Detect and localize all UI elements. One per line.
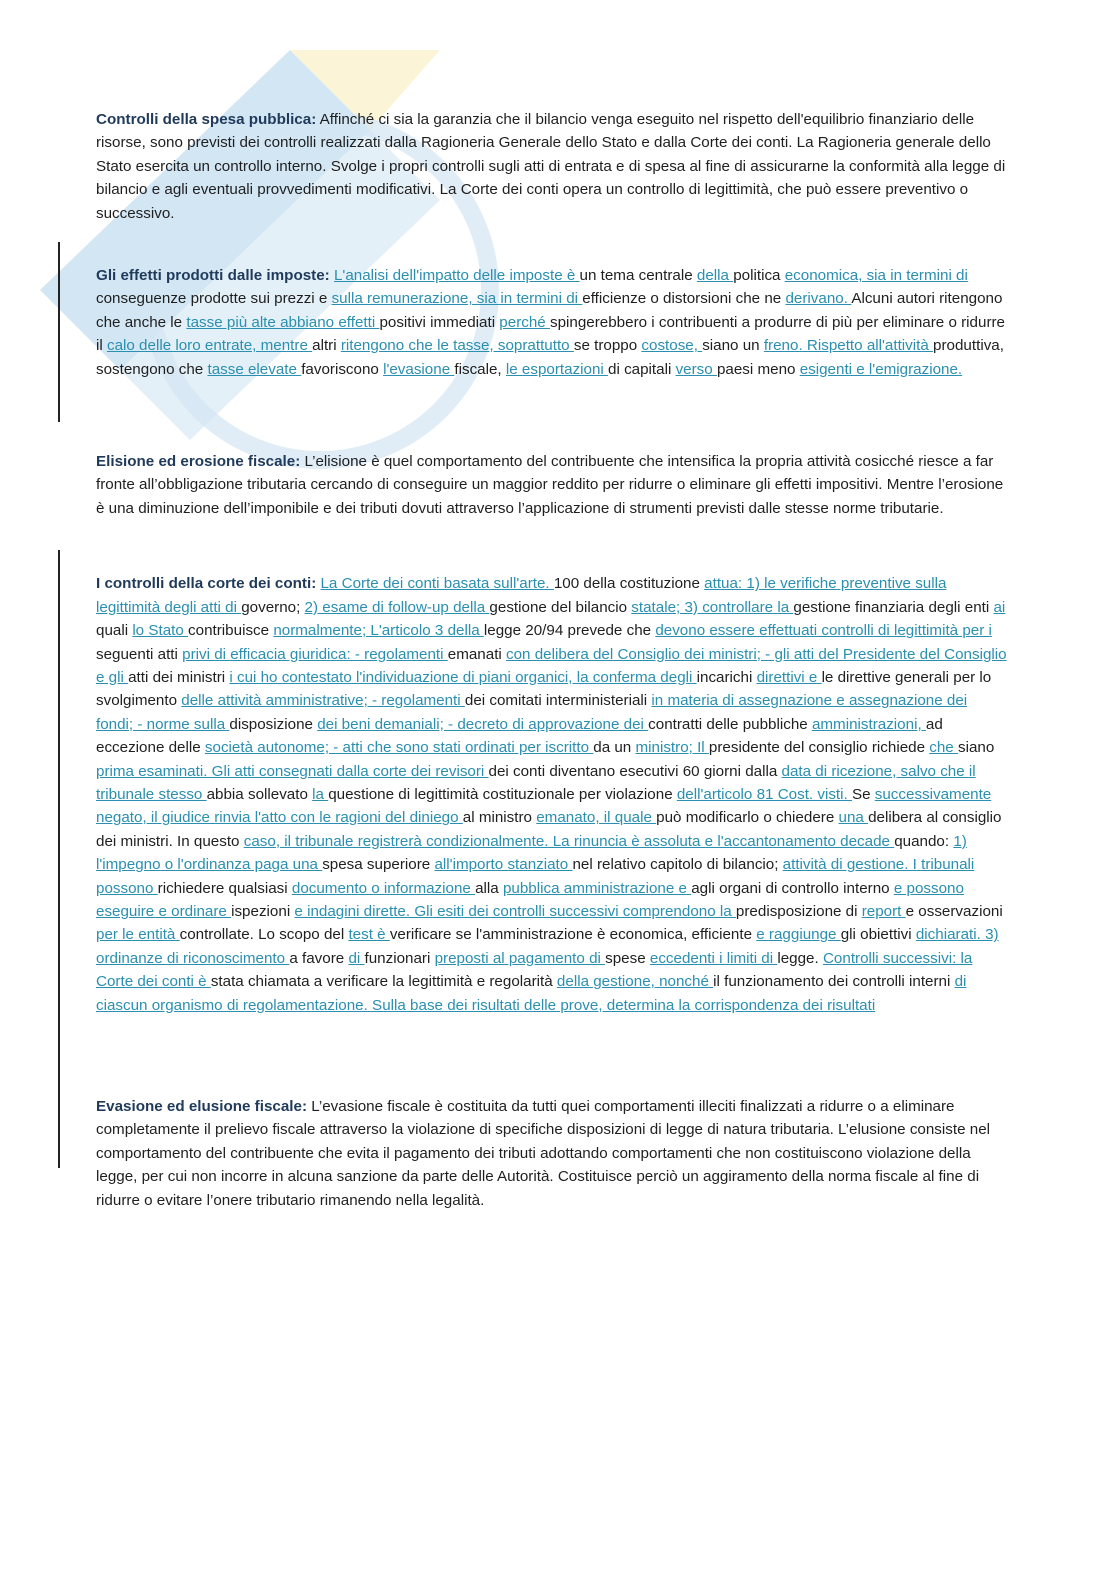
body-text: ad eccezione delle [96,715,943,757]
inline-link[interactable]: Controlli successivi: la Corte dei conti è [96,949,973,991]
inline-link[interactable]: calo delle loro entrate, mentre [106,337,313,355]
body-text: L’elisione è quel comportamento del contribuente che intensifica la propria attività cosicché riesce a far fronte all’obbligazione tributaria cercando di conseguire un maggior reddito per ridurre o eliminare gli effetti impositivi. Mentre l’erosione è una diminuzione dell’imponibile e dei tributi dovuti attraverso l’applicazione di strumenti previsti dalle stesse norme tributarie. [96,453,1004,517]
inline-link[interactable]: devono essere effettuati controlli di legittimità per i [655,622,992,640]
body-text: Affinché ci sia la garanzia che il bilancio venga eseguito nel rispetto dell'equilibrio finanziario delle risorse, sono previsti dei controlli realizzati dalla Ragioneria Generale dello Stato e dalla Corte dei conti. La Ragioneria generale dello Stato esercita un controllo interno. Svolge i propri controlli sugli atti di entrata e di spesa al fine di assicurarne la conformità alla legge di bilancio e agli eventuali provvedimenti modificativi. La Corte dei conti opera un controllo di legittimità, che può essere preventivo o successivo. [96,111,1006,222]
body-text: richiedere qualsiasi [157,879,292,897]
inline-link[interactable]: preposti al pagamento di [434,949,606,967]
inline-link[interactable]: che [929,739,958,757]
body-text: efficienze o distorsioni che ne [582,290,786,308]
body-text: produttiva, sostengono che [96,337,1004,378]
body-text: gestione finanziaria degli enti [793,598,994,616]
body-text: le direttive generali per lo svolgimento [96,668,992,710]
body-text: di capitali [608,360,676,378]
inline-link[interactable]: ritengono che le tasse, soprattutto [340,337,574,355]
inline-link[interactable]: della gestione, nonché [556,973,714,991]
body-text: spesa superiore [322,856,435,874]
body-text: dei comitati interministeriali [464,692,652,710]
inline-link[interactable]: di ciascun organismo di regolamentazione. Sulla base dei risultati delle prove, determina la corrispondenza dei risultati [96,973,967,1014]
paragraph [96,450,1008,520]
inline-link[interactable]: L'analisi dell'impatto delle imposte è [333,267,580,285]
paragraph [96,572,1008,1017]
inline-link[interactable]: 2) esame di follow-up della [304,598,490,616]
body-text: atti dei ministri [128,668,230,686]
body-text: Se [851,785,875,803]
inline-link[interactable]: ministro; Il [635,739,709,757]
inline-link[interactable]: report [861,902,906,920]
body-text: legge. [777,949,823,967]
inline-link[interactable]: pubblica amministrazione e [502,879,692,897]
inline-link[interactable]: sulla remunerazione, sia in termini di [331,290,583,308]
inline-link[interactable]: lo Stato [132,622,189,640]
body-text: ispezioni [231,902,295,920]
body-text: predisposizione di [735,902,862,920]
body-text: e osservazioni [905,902,1003,920]
body-text: Alcuni autori ritengono che anche le [96,290,1003,331]
body-text: abbia sollevato [206,785,313,803]
body-text: L’evasione fiscale è costituita da tutti quei comportamenti illeciti finalizzati a ridurre o a eliminare completamente il prelievo fiscale attraverso la violazione di specifiche disposizioni di legge di natura tributaria. L’elusione consiste nel comportamento del contribuente che evita il pagamento dei tributi adottando comportamenti che non costituiscono violazione della legge, per cui non incorre in alcuna sanzione da parte delle Autorità. Costituisce perciò un aggiramento della norma fiscale al fine di ridurre o evitare l’onere tributario rimanendo nella legalità. [96,1098,991,1209]
section-title: Elisione ed erosione fiscale: [96,453,301,471]
inline-link[interactable]: statale; 3) controllare la [631,598,794,616]
revision-bar [58,242,60,422]
body-text: può modificarlo o chiedere [656,809,839,827]
body-text: disposizione [229,715,318,733]
body-text: gestione del bilancio [489,598,632,616]
body-text: a favore [289,949,349,967]
inline-link[interactable]: normalmente; L'articolo 3 della [273,622,484,640]
body-text: fiscale, [454,360,506,378]
revision-bar [58,1004,60,1168]
inline-link[interactable]: società autonome; - atti che sono stati ordinati per iscritto [204,739,594,757]
inline-link[interactable]: derivano. [785,290,852,308]
inline-link[interactable]: attività di gestione. I tribunali possono [96,856,975,897]
inline-link[interactable]: privi di efficacia giuridica: - regolamenti [182,645,448,663]
section-evasione-elusione [96,1095,1008,1212]
section-effetti-imposte [96,264,1008,381]
section-title: Gli effetti prodotti dalle imposte: [96,267,330,285]
inline-link[interactable]: in materia di assegnazione e assegnazione dei fondi; - norme sulla [96,692,968,733]
inline-link[interactable]: della [696,267,734,285]
inline-link[interactable]: amministrazioni, [811,715,926,733]
paragraph [96,264,1008,381]
body-text: nel relativo capitolo di bilancio; [572,856,783,874]
body-text: quali [96,622,133,640]
body-text: quando: [894,832,954,850]
inline-link[interactable]: 1) l'impegno o l'ordinanza paga una [96,832,967,874]
section-elisione-erosione [96,450,1008,520]
section-title: I controlli della corte dei conti: [96,575,317,593]
body-text: legge 20/94 prevede che [483,622,656,640]
body-text: contribuisce [188,622,274,640]
body-text: siano un [702,337,764,355]
inline-link[interactable]: e raggiunge [756,926,841,944]
inline-link[interactable]: la [312,785,329,803]
body-text: 100 della costituzione [553,575,705,593]
paragraph [96,1095,1008,1212]
inline-link[interactable]: test è [348,926,390,944]
body-text: presidente del consiglio richiede [708,739,930,757]
inline-link[interactable]: direttivi e [756,668,822,686]
inline-link[interactable]: dell'articolo 81 Cost. visti. [676,785,852,803]
body-text: agli organi di controllo interno [691,879,894,897]
inline-link[interactable]: di [348,949,365,967]
inline-link[interactable]: perché [499,313,550,331]
section-controlli-spesa-pubblica [96,108,1008,225]
body-text: spese [605,949,650,967]
body-text: delibera al consiglio dei ministri. In questo [96,809,1002,850]
body-text: il funzionamento dei controlli interni [713,973,955,991]
body-text: governo; [241,598,305,616]
inline-link[interactable]: La Corte dei conti basata sull'arte. [320,575,554,593]
body-text: paesi meno [716,360,800,378]
inline-link[interactable]: e indagini dirette. Gli esiti dei controlli successivi comprendono la [294,902,736,920]
body-text: se troppo [573,337,642,355]
inline-link[interactable]: data di ricezione, salvo che il tribunale stesso [96,762,976,803]
body-text: seguenti atti [96,645,183,663]
body-text: controllate. Lo scopo del [179,926,349,944]
body-text: da un [593,739,636,757]
inline-link[interactable]: ai [993,598,1006,616]
body-text: favoriscono [301,360,384,378]
inline-link[interactable]: eccedenti i limiti di [649,949,778,967]
body-text: spingerebbero i contribuenti a produrre di più per eliminare o ridurre il [96,313,1006,355]
inline-link[interactable]: tasse più alte abbiano effetti [186,313,380,331]
body-text: conseguenze prodotte sui prezzi e [96,290,332,308]
body-text: al ministro [462,809,537,827]
inline-link[interactable]: tasse elevate [207,360,302,378]
document-body [96,108,1008,1212]
inline-link[interactable]: per le entità [96,926,180,944]
body-text: altri [312,337,341,355]
inline-link[interactable]: caso, il tribunale registrerà condizionalmente. La rinuncia è assoluta e l'accantonamento decade [243,832,895,850]
body-text: emanati [447,645,507,663]
body-text: politica [733,267,785,285]
paragraph [96,108,1008,225]
inline-link[interactable]: una [838,809,869,827]
inline-link[interactable]: prima esaminati. Gli atti consegnati dalla corte dei revisori [96,762,489,780]
body-text: questione di legittimità costituzionale per violazione [328,785,677,803]
inline-link[interactable]: e possono eseguire e ordinare [96,879,964,920]
inline-link[interactable]: successivamente negato, il giudice rinvia l'atto con le ragioni del diniego [96,785,992,827]
body-text: gli obiettivi [840,926,916,944]
body-text: positivi immediati [379,313,500,331]
inline-link[interactable]: emanato, il quale [536,809,657,827]
inline-link[interactable]: delle attività amministrative; - regolamenti [181,692,465,710]
inline-link[interactable]: dei beni demaniali; - decreto di approvazione dei [317,715,649,733]
inline-link[interactable]: attua: 1) le verifiche preventive sulla legittimità degli atti di [96,575,947,616]
body-text: stata chiamata a verificare la legittimità e regolarità [210,973,557,991]
inline-link[interactable]: freno. Rispetto all'attività [763,337,934,355]
inline-link[interactable]: con delibera del Consiglio dei ministri; - gli atti del Presidente del Consiglio e gli [96,645,1007,686]
inline-link[interactable]: economica, sia in termini di [784,267,968,285]
inline-link[interactable]: verso [675,360,717,378]
body-text: alla [475,879,503,897]
inline-link[interactable]: le esportazioni [505,360,609,378]
inline-link[interactable]: l'evasione [383,360,455,378]
body-text: contratti delle pubbliche [648,715,812,733]
body-text: incarichi [696,668,757,686]
revision-bar [58,550,60,1005]
inline-link[interactable]: documento o informazione [291,879,476,897]
body-text: dei conti diventano esecutivi 60 giorni dalla [488,762,782,780]
section-controlli-corte-conti [96,572,1008,1017]
body-text: un tema centrale [579,267,697,285]
section-title: Evasione ed elusione fiscale: [96,1098,308,1115]
body-text: siano [957,739,995,757]
inline-link[interactable]: all'importo stanziato [434,856,573,874]
inline-link[interactable]: esigenti e l'emigrazione. [799,360,963,378]
body-text: funzionari [364,949,435,967]
inline-link[interactable]: costose, [641,337,703,355]
body-text: verificare se l'amministrazione è economica, efficiente [389,926,757,944]
inline-link[interactable]: dichiarati. 3) ordinanze di riconoscimento [96,926,999,967]
inline-link[interactable]: i cui ho contestato l'individuazione di piani organici, la conferma degli [229,668,697,686]
section-title: Controlli della spesa pubblica: [96,111,317,128]
